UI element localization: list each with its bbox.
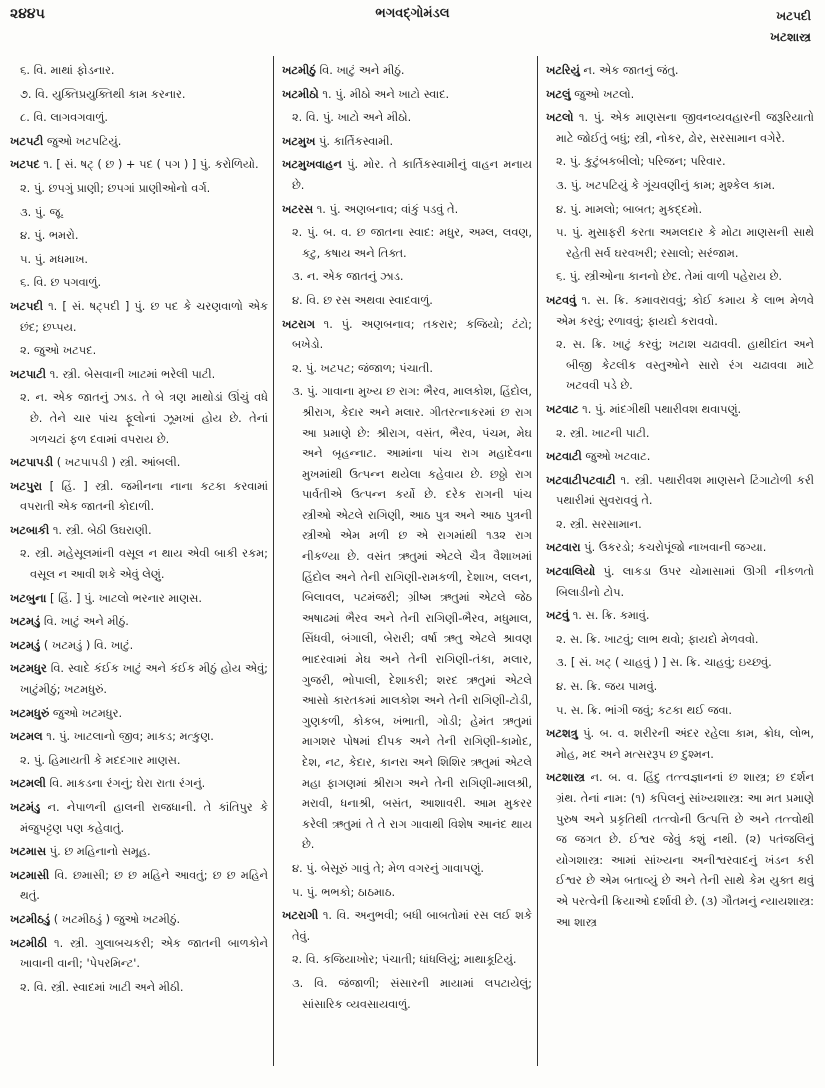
headword: ખટવું [546,608,570,623]
headword: ખટમધુર [10,661,47,676]
definition-text: ૫. પું. મુસાફરી કરતા અમલદાર કે મોટા માણસની સાથે રહેતી સર્વ ઘરવખરી; રસાલો; સરંજામ. [556,225,814,260]
column-3 [546,60,814,935]
headword: ખટપાટી [10,366,47,381]
definition-text: ૨. વિ. પું. ખાટો અને મીઠો. [292,110,412,125]
dictionary-entry [10,841,268,862]
headword: ખટમાસ [10,844,47,859]
dictionary-entry [546,107,814,148]
dictionary-entry [546,470,814,511]
definition-text: [ હિં. ] સ્ત્રી. જમીનના નાના કટકા કરવામાં વપરાતી એક જાતની કોદાળી. [20,478,268,514]
headword: ખટરસ [282,201,314,216]
column-divider [273,56,274,1066]
sub-definition [556,222,814,263]
headword: ખટમડું [10,637,41,652]
dictionary-entry [10,726,268,747]
dictionary-entry [10,154,268,175]
definition-text: ૨. વિ. સ્ત્રી. સ્વાદમાં ખાટી અને મીઠી. [20,979,184,994]
dictionary-entry [10,364,268,385]
headword: ખટમીઠડું [10,911,51,926]
headword: ખટમુખવાહન [282,157,342,172]
definition-text: ૬. વિ. છ પગવાળું. [20,275,102,290]
dictionary-entry [10,635,268,656]
definition-text: ૧. સ્ત્રી. બેસવાની ખાટમાં ભરેલી પાટી. [46,366,216,381]
definition-text: ૧. [ સં. ષટ્ ( છ ) + પદ ( પગ ) ] પું. કરોળિયો. [39,157,259,172]
sub-definition [556,151,814,172]
headword: ખટવાટી [546,449,582,464]
dictionary-entry [10,588,268,609]
headword: ખટમંડુ [10,800,41,814]
dictionary-entry [546,605,814,626]
definition-text: વિ. સ્વાદે કંઈક ખાટું અને કંઈક મીઠું હોય એવું; ખાટુંમીઠું; ખટમધુરું. [20,661,268,697]
column-1 [10,60,268,1000]
sub-definition [292,290,532,311]
headword: ખટરાગ [282,316,315,331]
definition-text: જુઓ ખટપટિયું. [43,133,122,148]
sub-definition [20,202,268,223]
column-2 [282,60,532,1017]
sub-definition [20,107,268,128]
definition-text: ૧. સ્ત્રી. પથારીવશ માણસને ટિંગાટોળી કરી પથારીમાં સુવરાવવું તે. [556,472,814,508]
definition-text: ૧. સ્ત્રી. ગુલાબચકરી; એક જાતની બાળકોને ખાવાની વાની; 'પેપરમિન્ટ'. [20,935,268,971]
definition-text: પું. કાર્તિકસ્વામી. [315,133,394,148]
dictionary-entry [10,611,268,632]
definition-text: ( ખટપાપડી ) સ્ત્રી. આંબલી. [53,455,181,470]
definition-text: ૧. પું. અણબનાવ; તકરાર; કજિયો; ટંટો; બખેડો. [292,316,532,352]
dictionary-entry [10,773,268,794]
definition-text: ૨. સ. ક્રિ. ખાટવું; લાભ થવો; ફાયદો મેળવવો. [556,631,759,646]
dictionary-entry [10,658,268,699]
definition-text: જુઓ ખટલો. [570,86,635,101]
definition-text: ૧. સ. ક્રિ. કમાવું. [569,608,650,623]
headword: ખટપુરા [10,478,43,493]
sub-definition [20,387,268,449]
sub-definition [292,358,532,379]
headword: ખટરાગી [282,908,319,923]
page-number: ૨૪૪૫ [10,6,45,22]
definition-text: વિ. ખાટું અને મીઠું. [40,614,129,629]
sub-definition [292,222,532,263]
definition-text: ૮. વિ. લાગવગવાળું. [20,110,108,125]
headword: ખટવાલિયો [546,564,596,579]
headword: ખટપદ [10,157,40,172]
headword: ખટમીઠી [10,935,48,950]
sub-definition [20,249,268,270]
definition-text: ૭. વિ. યુક્તિપ્રયુક્તિથી કામ કરનાર. [20,86,186,101]
definition-text: જુઓ ખટમધુર. [49,705,123,720]
sub-definition [20,84,268,105]
definition-text: ૨. સ. ક્રિ. ખાટું કરવું; ખટાશ ચઢાવવી. હાથીદાંત અને બીજી કેટલીક વસ્તુઓને સારો રંગ ચઢાવવા માટે ખટવવી પડે છે. [556,337,814,393]
definition-text: ૨. જુઓ ખટપદ. [20,343,97,358]
definition-text: ૨. પું. કુટુંબકબીલો; પરિજન; પરિવાર. [556,154,726,169]
headword: ખટવાટ [546,401,579,416]
headword: ખટમલ [10,729,43,744]
sub-definition [292,858,532,879]
dictionary-entry [10,476,268,517]
headword: ખટશત્રુ [546,726,578,741]
dictionary-entry [546,446,814,467]
dictionary-entry [546,84,814,105]
sub-definition [20,60,268,81]
dictionary-entry [10,933,268,974]
dictionary-entry [10,865,268,906]
sub-definition [292,266,532,287]
page-header [0,0,825,50]
definition-text: ૨. પું. હિમાયતી કે મદદગાર માણસ. [20,752,181,767]
guide-words [770,6,811,48]
running-title: ભગવદ્ગોમંડલ [375,6,450,21]
headword: ખટમાસી [10,867,50,882]
dictionary-entry [282,131,532,152]
definition-text: ૩. પું. જૂ. [20,204,64,219]
definition-text: ૧. પું. એક માણસના જીવનવ્યવહારની જરૂરિયાતો માટે જોઈતું બધું; સ્ત્રી, નોકર, ઢોર, સરસામાન વગેરે. [556,110,814,145]
sub-definition [556,266,814,287]
dictionary-entry [546,399,814,420]
definition-text: ૨. સ્ત્રી. સરસામાન. [556,516,642,531]
definition-text: ૨. વિ. કજિયાખોર; પંચાતી; ધાંધલિયું; માથાકૂટિયું. [292,952,517,967]
sub-definition [556,334,814,396]
definition-text: ૩. વિ. જંજાળી; સંસારની માયામાં લપટાયેલું; સાંસારિક વ્યવસાયવાળું. [292,975,532,1011]
definition-text: ૧. પું. માંદગીથી પથારીવશ થવાપણું. [578,401,742,416]
definition-text: ૧. પું. મીઠો અને ખાટો સ્વાદ. [318,86,450,101]
definition-text: ૪. સ. ક્રિ. જય પામવું. [556,679,658,694]
definition-text: ૪. પું. ભમરો. [20,228,79,243]
headword: ખટમીઠું [282,63,316,77]
dictionary-entry [10,296,268,337]
headword: ખટશાસ્ત્ર [546,770,585,785]
dictionary-entry [546,723,814,764]
definition-text: ૧. પું. અણબનાવ; વાંકું પડવું તે. [313,201,459,216]
definition-text: [ હિં. ] પું. ખાટલો ભરનાર માણસ. [46,590,202,605]
definition-text: ૫. પું. ભભકો; ઠાઠમાઠ. [292,884,396,899]
dictionary-entry [10,520,268,541]
headword: ખટપદી [10,298,44,313]
headword: ખટમધુરું [10,705,50,720]
sub-definition [292,882,532,903]
sub-definition [556,199,814,220]
definition-text: ૧. [ સં. ષટ્પદી ] પું. છ પદ કે ચરણવાળો એક છંદ; છપ્પય. [20,298,268,334]
definition-text: પું. છ મહિનાનો સમૂહ. [46,844,151,859]
definition-text: પું. મોર. તે કાર્તિકસ્વામીનું વાહન મનાય છે. [292,157,532,192]
dictionary-entry [282,314,532,355]
dictionary-entry [282,154,532,195]
headword: ખટરિયું [546,63,580,77]
guide-word-first: ખટપદી [776,9,811,23]
definition-text: ( ખટમીઠડું ) જુઓ ખટમીઠું. [50,911,181,926]
definition-text: ૨. પું. બ. વ. છ જાતના સ્વાદ: મધુર, અમ્લ, લવણ, કટુ, કષાય અને તિક્ત. [292,225,532,260]
definition-text: વિ. માકડના રંગનું; ઘેરા રાતા રંગનું. [45,776,206,791]
dictionary-entry [10,797,268,838]
sub-definition [556,629,814,650]
definition-text: વિ. છમાસી; છ છ મહિને આવતું; છ છ મહિને થતું. [20,867,268,903]
dictionary-entry [546,60,814,81]
dictionary-entry [10,452,268,473]
dictionary-entry [546,537,814,558]
definition-text: ૪. પું. બેસૂરું ગાવું તે; મેળ વગરનું ગાવાપણું. [292,860,485,875]
definition-text: ૩. પું. ખટપટિયું કે ગૂંચવણીનું કામ; મુશ્કેલ કામ. [556,177,776,192]
sub-definition [20,750,268,771]
definition-text: ૬. પું. સ્ત્રીઓના કાનનો છેદ. તેમાં વાળી પહેરાય છે. [556,269,783,284]
sub-definition [20,340,268,361]
definition-text: ૪. વિ. છ રસ અથવા સ્વાદવાળું. [292,292,433,307]
dictionary-entry [10,909,268,930]
definition-text: ૨. પું. છપગું પ્રાણી; છપગાં પ્રાણીઓનો વર્ગ. [20,180,211,195]
sub-definition [20,225,268,246]
sub-definition [292,107,532,128]
headword: ખટમીઠો [282,86,319,101]
dictionary-entry [282,905,532,946]
sub-definition [20,977,268,998]
definition-text: ૨. પું. ખટપટ; જંજાળ; પંચાતી. [292,360,433,375]
headword: ખટબાકી [10,522,50,537]
definition-text: ૩. ન. એક જાતનું ઝાડ. [292,269,404,284]
definition-text: ૧. સ. ક્રિ. કમાવરાવવું; કોઈ કમાય કે લાભ મેળવે એમ કરવું; રળાવવું; ફાયદો કરાવવો. [556,292,814,328]
dictionary-entry [546,767,814,932]
definition-text: ૩. પું. ગાવાના મુખ્ય છ રાગ: ભૈરવ, માલકોશ, હિંદોલ, શ્રીરાગ, કેદાર અને મલાર. ગીતરત્નાકરમાં છ રાગ આ પ્રમાણે છે: શ્રીરાગ, વસંત, ભૈરવ, પંચમ, મેઘ અને બૃહન્નાટ. આમાંના પાંચ રાગ મહાદેવના મુખમાંથી ઉત્પન્ન થયેલા કહેવાય છે. છઠ્ઠો રાગ પાર્વતીએ ઉત્પન્ન કર્યો છે. દરેક રાગની પાંચ સ્ત્રીઓ એટલે રાગિણી, આઠ પુત્ર અને આઠ પુત્રની સ્ત્રીઓ એમ મળી છ એ રાગમાંથી ૧૩૨ રાગ નીકળ્યા છે. વસંત ઋતુમાં એટલે ચૈત્ર વૈશાખમાં હિંદોલ અને તેની રાગિણી-રામકળી, દેશાખ, લલન, બિલાવલ, પટમંજરી; ગ્રીષ્મ ઋતુમાં એટલે જેઠ અષાઢમાં ભૈરવ અને તેની રાગિણી-ભૈરવ, મધુમાલ, સિંધવી, બંગાલી, બેરારી; વર્ષા ઋતુ એટલે શ્રાવણ ભાદરવામાં મેઘ અને તેની રાગિણી-તંકા, મલાર, ગુજરી, ભોપાલી, દેશાકરી; શરદ ઋતુમાં એટલે આસો કારતકમાં માલકોશ અને તેની રાગિણી-ટોડી, ગુણકળી, કોકબ, ખંભાતી, ગોડી; હેમંત ઋતુમાં માગશર પોષમાં દીપક અને તેની રાગિણી-કામોદ, દેશ, નટ, કેદાર, કાનરા અને શિશિર ઋતુમાં એટલે મહા ફાગણમાં શ્રીરાગ અને તેની રાગિણી-માલશ્રી, મરાવી, ધનાશ્રી, બસંત, આશાવરી. આમ મુકરર કરેલી ઋતુમાં તે તે રાગ ગાવાથી વિશેષ આનંદ થાય છે. [292,384,532,852]
definition-text: ૫. પું. મધમાખ. [20,251,89,266]
definition-text: પું. લાકડા ઉપર ચોમાસામાં ઊગી નીકળતો બિલાડીનો ટોપ. [556,564,814,599]
sub-definition [556,676,814,697]
definition-text: પું. બ. વ. શરીરની અંદર રહેલા કામ, ક્રોધ, લોભ, મોહ, મદ અને મત્સરરૂપ છ દુશ્મન. [556,726,814,761]
column-divider [537,56,538,1066]
definition-text: ૧. વિ. અનુભવી; બધી બાબતોમાં રસ લઈ શકે તેવું. [292,908,532,943]
definition-text: ૧. સ્ત્રી. બેઠી ઉઘરાણી. [49,522,152,537]
definition-text: ૬. વિ. માથાં ફોડનાર. [20,63,115,77]
definition-text: ૨. ન. એક જાતનું ઝાડ. તે બે ત્રણ માથોડાં ઊંચું વધે છે. તેને ચાર પાંચ ફૂલોનાં ઝૂમખાં હોય છે. તેનાં ગળચટાં ફળ દવામાં વપરાય છે. [20,390,268,446]
definition-text: ૧. પું. ખાટલાનો જીવ; માકડ; મત્કુણ. [42,729,214,744]
definition-text: વિ. ખાટું અને મીઠું. [315,63,405,77]
definition-text: ૨. સ્ત્રી. ખાટની પાટી. [556,425,650,440]
definition-text: ૨. સ્ત્રી. મહેસૂલમાંની વસૂલ ન થાય એવી બાકી રકમ; વસૂલ ન આવી શકે એવું લેણું. [20,546,268,582]
sub-definition [292,949,532,970]
headword: ખટમુખ [282,133,316,148]
headword: ખટબુના [10,590,47,605]
definition-text: ૩. [ સં. ખટ્ ( ચાહવું ) ] સ. ક્રિ. ચાહવું; ઇચ્છવું. [556,655,772,670]
headword: ખટમડું [10,614,41,629]
sub-definition [20,543,268,584]
headword: ખટપાપડી [10,455,54,470]
headword: ખટવાટીપટવાટી [546,472,616,487]
sub-definition [556,175,814,196]
sub-definition [292,381,532,855]
definition-text: પું. ઉકરડો; કચરોપૂંજો નાખવાની જગ્યા. [580,540,767,555]
headword: ખટમલી [10,776,46,791]
definition-text: ૫. સ. ક્રિ. ભાંગી જવું; કટકા થઈ જવા. [556,702,733,717]
headword: ખટલું [546,86,571,101]
sub-definition [20,178,268,199]
sub-definition [556,652,814,673]
sub-definition [292,973,532,1014]
headword: ખટલો [546,110,574,125]
dictionary-entry [546,561,814,602]
guide-word-last: ખટશાસ્ત્ર [770,30,811,44]
headword: ખટપટી [10,133,44,148]
definition-text: જુઓ ખટવાટ. [581,449,651,464]
sub-definition [556,514,814,535]
dictionary-entry [282,199,532,220]
sub-definition [556,423,814,444]
definition-text: ન. બ. વ. હિંદુ તત્ત્વજ્ઞાનનાં છ શાસ્ત્ર; છ દર્શન ગ્રંથ. તેનાં નામ: (૧) કપિલનું સાંખ્યશાસ્ત્ર: આ મત પ્રમાણે પુરુષ અને પ્રકૃતિથી તત્ત્વોની ઉત્પત્તિ છે અને તત્ત્વોથી જ જગત છે. ઈશ્વર જેવું કશું નથી. (૨) પતંજલિનું યોગશાસ્ત્ર: આમાં સાંખ્યના અનીશ્વરવાદનું ખંડન કરી ઈશ્વર છે એમ બતાવ્યું છે અને તેની સાથે કેમ યુક્ત થવું એ પરત્વેની ક્રિયાઓ દર્શાવી છે. (૩) ગૌતમનું ન્યાયશાસ્ત્ર: આ શાસ્ત્ર [556,770,814,929]
headword: ખટવારા [546,540,581,555]
dictionary-entry [282,60,532,81]
dictionary-columns [0,44,825,1084]
dictionary-entry [10,703,268,724]
dictionary-entry [546,290,814,331]
sub-definition [20,272,268,293]
dictionary-entry [282,84,532,105]
sub-definition [556,700,814,721]
definition-text: ન. નેપાળની હાલની રાજધાની. તે કાંતિપુર કે મંજુપટ્ટણ પણ કહેવાતું. [20,800,268,835]
headword: ખટવવું [546,292,577,307]
definition-text: ન. એક જાતનું જંતુ. [579,63,679,77]
definition-text: ૪. પું. મામલો; બાબત; મુકદ્દમો. [556,201,703,216]
definition-text: ( ખટમડું ) વિ. ખાટું. [40,637,134,652]
dictionary-entry [10,131,268,152]
